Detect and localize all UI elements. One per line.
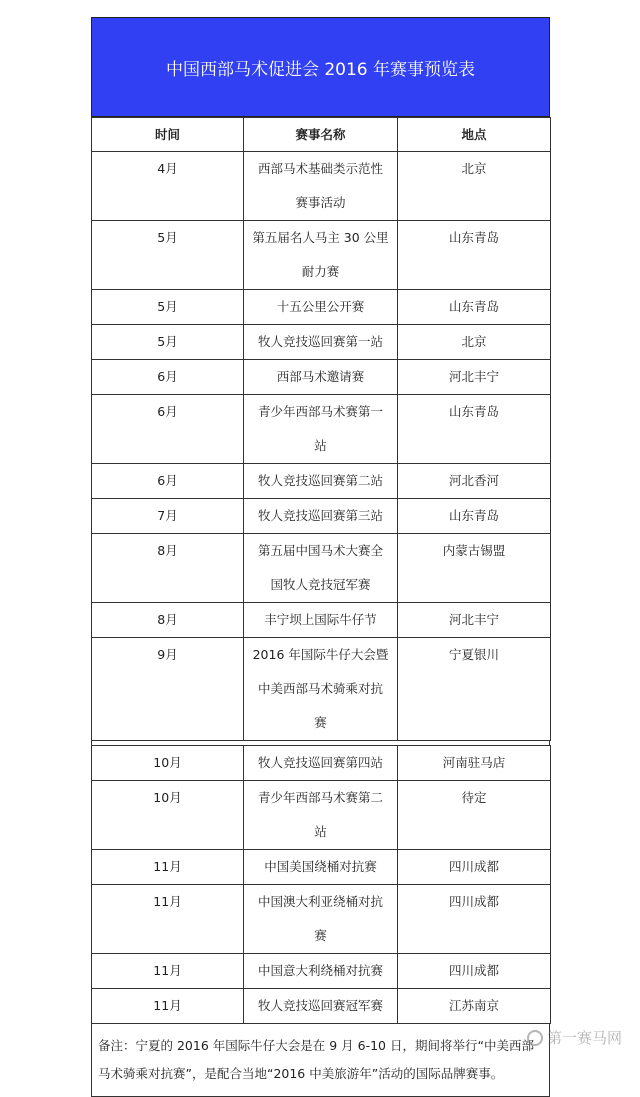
cell-time: 7月	[92, 499, 244, 534]
cell-time: 6月	[92, 395, 244, 464]
schedule-document	[91, 17, 550, 1097]
event-name-line: 西部马术基础类示范性	[257, 161, 383, 176]
cell-time: 5月	[92, 290, 244, 325]
event-name-line: 第五届名人马主 30 公里	[252, 230, 389, 245]
table-row	[92, 221, 551, 290]
cell-time: 9月	[92, 638, 244, 741]
cell-time: 11月	[92, 989, 244, 1024]
event-name-line: 牧人竞技巡回赛第二站	[257, 473, 383, 488]
cell-event-name	[244, 464, 398, 499]
cell-time: 4月	[92, 152, 244, 221]
table-row	[92, 603, 551, 638]
cell-event-name	[244, 781, 398, 850]
schedule-table-part1	[91, 117, 551, 741]
table-row	[92, 464, 551, 499]
table-row	[92, 885, 551, 954]
cell-location: 山东青岛	[398, 290, 551, 325]
event-name-line: 第五届中国马术大赛全	[257, 543, 383, 558]
cell-location: 宁夏银川	[398, 638, 551, 741]
table-row	[92, 325, 551, 360]
event-name-line: 牧人竞技巡回赛冠军赛	[257, 998, 383, 1013]
event-name-line: 牧人竞技巡回赛第一站	[257, 334, 383, 349]
footnote: 备注：宁夏的 2016 年国际牛仔大会是在 9 月 6-10 日，期间将举行“中美西部马术骑乘对抗赛”，是配合当地“2016 中美旅游年”活动的国际品牌赛事。	[91, 1024, 550, 1097]
table-row	[92, 360, 551, 395]
table-row	[92, 152, 551, 221]
cell-time: 5月	[92, 325, 244, 360]
cell-time: 6月	[92, 464, 244, 499]
table-row	[92, 954, 551, 989]
cell-time: 10月	[92, 781, 244, 850]
table-row	[92, 781, 551, 850]
cell-location: 北京	[398, 152, 551, 221]
event-name-line: 中国意大利绕桶对抗赛	[257, 963, 383, 978]
cell-location: 四川成都	[398, 850, 551, 885]
cell-time: 11月	[92, 885, 244, 954]
table-row	[92, 534, 551, 603]
table-row	[92, 746, 551, 781]
schedule-table-part2	[91, 745, 551, 1024]
cell-time: 5月	[92, 221, 244, 290]
event-name-line: 中美西部马术骑乘对抗	[257, 681, 383, 696]
table-row	[92, 989, 551, 1024]
cell-location: 北京	[398, 325, 551, 360]
event-name-line: 赛	[314, 928, 327, 943]
cell-location: 江苏南京	[398, 989, 551, 1024]
table-row	[92, 850, 551, 885]
page-title: 中国西部马术促进会 2016 年赛事预览表	[91, 17, 550, 117]
cell-event-name	[244, 290, 398, 325]
event-name-line: 中国美国绕桶对抗赛	[264, 859, 377, 874]
event-name-line: 赛事活动	[295, 195, 346, 210]
table-row	[92, 499, 551, 534]
cell-event-name	[244, 989, 398, 1024]
cell-location: 河北丰宁	[398, 360, 551, 395]
cell-time: 10月	[92, 746, 244, 781]
cell-event-name	[244, 603, 398, 638]
watermark-text: 第一赛马网	[546, 1029, 622, 1047]
cell-event-name	[244, 152, 398, 221]
table-row	[92, 395, 551, 464]
cell-event-name	[244, 325, 398, 360]
event-name-line: 中国澳大利亚绕桶对抗	[257, 894, 383, 909]
event-name-line: 站	[314, 438, 327, 453]
cell-event-name	[244, 885, 398, 954]
cell-location: 山东青岛	[398, 499, 551, 534]
cell-event-name	[244, 746, 398, 781]
watermark-logo-icon	[527, 1030, 543, 1046]
event-name-line: 十五公里公开赛	[276, 299, 365, 314]
cell-time: 8月	[92, 603, 244, 638]
cell-location: 四川成都	[398, 954, 551, 989]
cell-location: 待定	[398, 781, 551, 850]
cell-location: 内蒙古锡盟	[398, 534, 551, 603]
cell-event-name	[244, 221, 398, 290]
cell-event-name	[244, 395, 398, 464]
header-event-name: 赛事名称	[244, 118, 398, 152]
watermark	[527, 1027, 622, 1048]
cell-event-name	[244, 850, 398, 885]
table-row	[92, 638, 551, 741]
cell-location: 山东青岛	[398, 395, 551, 464]
event-name-line: 青少年西部马术赛第二	[257, 790, 383, 805]
cell-event-name	[244, 360, 398, 395]
event-name-line: 站	[314, 824, 327, 839]
cell-time: 11月	[92, 850, 244, 885]
cell-time: 8月	[92, 534, 244, 603]
event-name-line: 国牧人竞技冠军赛	[270, 577, 371, 592]
cell-location: 四川成都	[398, 885, 551, 954]
event-name-line: 牧人竞技巡回赛第三站	[257, 508, 383, 523]
table-header-row	[92, 118, 551, 152]
cell-time: 6月	[92, 360, 244, 395]
event-name-line: 2016 年国际牛仔大会暨	[252, 647, 389, 662]
cell-location: 河南驻马店	[398, 746, 551, 781]
cell-location: 河北香河	[398, 464, 551, 499]
event-name-line: 牧人竞技巡回赛第四站	[257, 755, 383, 770]
cell-location: 河北丰宁	[398, 603, 551, 638]
cell-event-name	[244, 499, 398, 534]
table-row	[92, 290, 551, 325]
header-time: 时间	[92, 118, 244, 152]
cell-event-name	[244, 954, 398, 989]
header-location: 地点	[398, 118, 551, 152]
event-name-line: 丰宁坝上国际牛仔节	[264, 612, 377, 627]
event-name-line: 青少年西部马术赛第一	[257, 404, 383, 419]
cell-event-name	[244, 534, 398, 603]
event-name-line: 耐力赛	[301, 264, 340, 279]
cell-time: 11月	[92, 954, 244, 989]
event-name-line: 赛	[314, 715, 327, 730]
cell-location: 山东青岛	[398, 221, 551, 290]
cell-event-name	[244, 638, 398, 741]
event-name-line: 西部马术邀请赛	[276, 369, 365, 384]
